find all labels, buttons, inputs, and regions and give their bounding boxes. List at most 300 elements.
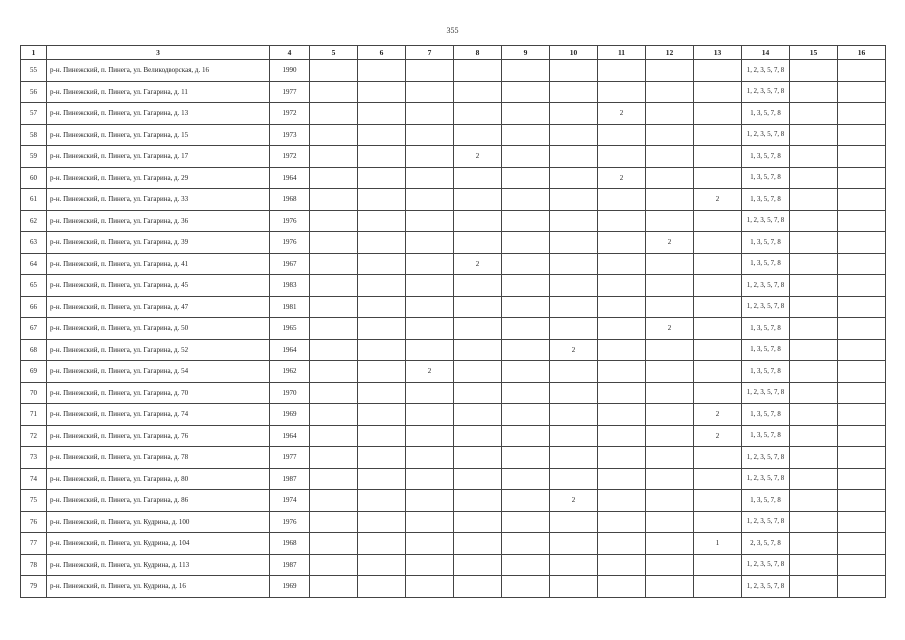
col-10-cell [550,361,598,383]
address-cell: р-н. Пинежский, п. Пинега, ул. Кудрина, д. 104 [47,533,270,555]
marks-cell: 1, 3, 5, 7, 8 [742,146,790,168]
col-8-cell [454,124,502,146]
col-12-cell [646,533,694,555]
col-12-cell [646,447,694,469]
col-7-cell [406,318,454,340]
address-cell: р-н. Пинежский, п. Пинега, ул. Гагарина, д. 39 [47,232,270,254]
col-15-cell [790,339,838,361]
marks-cell: 1, 3, 5, 7, 8 [742,232,790,254]
col-13-cell: 2 [694,404,742,426]
col-7-cell [406,404,454,426]
marks-cell: 1, 2, 3, 5, 7, 8 [742,447,790,469]
col-7-cell [406,511,454,533]
col-16-cell [838,103,886,125]
col-13-cell [694,275,742,297]
col-7-cell [406,232,454,254]
marks-cell: 1, 3, 5, 7, 8 [742,253,790,275]
row-number-cell: 69 [21,361,47,383]
table-row [21,253,886,275]
row-number-cell: 78 [21,554,47,576]
col-15-cell [790,404,838,426]
table-row [21,404,886,426]
column-header: 5 [310,46,358,60]
col-7-cell [406,533,454,555]
col-13-cell [694,296,742,318]
col-6-cell [358,339,406,361]
page-number: 355 [446,26,459,35]
col-5-cell [310,404,358,426]
col-13-cell [694,81,742,103]
col-11-cell [598,576,646,598]
col-5-cell [310,554,358,576]
table-row [21,382,886,404]
col-7-cell [406,103,454,125]
col-7-cell [406,189,454,211]
address-cell: р-н. Пинежский, п. Пинега, ул. Гагарина, д. 29 [47,167,270,189]
col-13-cell: 2 [694,425,742,447]
row-number-cell: 55 [21,60,47,82]
col-9-cell [502,339,550,361]
col-16-cell [838,468,886,490]
col-11-cell [598,232,646,254]
year-cell: 1983 [270,275,310,297]
col-6-cell [358,275,406,297]
row-number-cell: 60 [21,167,47,189]
year-cell: 1969 [270,404,310,426]
col-11-cell [598,511,646,533]
col-13-cell [694,103,742,125]
column-header: 6 [358,46,406,60]
col-9-cell [502,146,550,168]
col-13-cell [694,232,742,254]
col-12-cell [646,511,694,533]
year-cell: 1964 [270,339,310,361]
address-cell: р-н. Пинежский, п. Пинега, ул. Гагарина, д. 52 [47,339,270,361]
col-16-cell [838,167,886,189]
col-6-cell [358,382,406,404]
col-9-cell [502,382,550,404]
column-header: 11 [598,46,646,60]
year-cell: 1962 [270,361,310,383]
column-header: 14 [742,46,790,60]
address-cell: р-н. Пинежский, п. Пинега, ул. Гагарина, д. 36 [47,210,270,232]
housing-registry-table [20,45,886,598]
col-9-cell [502,232,550,254]
col-6-cell [358,447,406,469]
col-9-cell [502,404,550,426]
col-8-cell [454,511,502,533]
col-5-cell [310,275,358,297]
row-number-cell: 70 [21,382,47,404]
col-5-cell [310,318,358,340]
marks-cell: 1, 3, 5, 7, 8 [742,425,790,447]
col-9-cell [502,361,550,383]
col-9-cell [502,189,550,211]
table-row [21,576,886,598]
col-7-cell [406,167,454,189]
col-12-cell [646,490,694,512]
col-16-cell [838,210,886,232]
col-5-cell [310,339,358,361]
address-cell: р-н. Пинежский, п. Пинега, ул. Гагарина, д. 50 [47,318,270,340]
col-13-cell [694,468,742,490]
table-row [21,103,886,125]
column-header: 7 [406,46,454,60]
year-cell: 1965 [270,318,310,340]
table-row [21,490,886,512]
col-12-cell [646,275,694,297]
col-10-cell [550,447,598,469]
row-number-cell: 57 [21,103,47,125]
year-cell: 1981 [270,296,310,318]
col-7-cell [406,81,454,103]
row-number-cell: 71 [21,404,47,426]
col-15-cell [790,146,838,168]
column-header: 8 [454,46,502,60]
col-15-cell [790,275,838,297]
col-13-cell [694,447,742,469]
col-13-cell: 1 [694,533,742,555]
table-row [21,232,886,254]
table-row [21,447,886,469]
marks-cell: 1, 3, 5, 7, 8 [742,318,790,340]
year-cell: 1964 [270,425,310,447]
col-11-cell [598,533,646,555]
col-5-cell [310,60,358,82]
col-16-cell [838,447,886,469]
table-row [21,468,886,490]
col-12-cell [646,576,694,598]
marks-cell: 1, 3, 5, 7, 8 [742,189,790,211]
col-9-cell [502,81,550,103]
col-6-cell [358,361,406,383]
col-11-cell [598,382,646,404]
col-16-cell [838,124,886,146]
col-9-cell [502,167,550,189]
col-10-cell [550,318,598,340]
col-13-cell [694,60,742,82]
col-16-cell [838,339,886,361]
col-10-cell [550,60,598,82]
col-11-cell: 2 [598,167,646,189]
col-8-cell [454,81,502,103]
address-cell: р-н. Пинежский, п. Пинега, ул. Гагарина, д. 70 [47,382,270,404]
col-15-cell [790,382,838,404]
marks-cell: 1, 3, 5, 7, 8 [742,167,790,189]
col-13-cell [694,490,742,512]
col-16-cell [838,60,886,82]
table-row [21,81,886,103]
col-12-cell [646,189,694,211]
col-13-cell [694,382,742,404]
address-cell: р-н. Пинежский, п. Пинега, ул. Гагарина, д. 13 [47,103,270,125]
col-6-cell [358,103,406,125]
col-12-cell [646,339,694,361]
col-13-cell [694,339,742,361]
col-7-cell [406,296,454,318]
col-11-cell [598,60,646,82]
col-5-cell [310,232,358,254]
col-12-cell: 2 [646,318,694,340]
col-16-cell [838,189,886,211]
marks-cell: 1, 2, 3, 5, 7, 8 [742,576,790,598]
col-11-cell [598,361,646,383]
col-15-cell [790,554,838,576]
col-8-cell [454,232,502,254]
col-9-cell [502,554,550,576]
year-cell: 1970 [270,382,310,404]
col-8-cell [454,339,502,361]
col-10-cell [550,253,598,275]
col-12-cell [646,124,694,146]
col-5-cell [310,468,358,490]
col-10-cell [550,210,598,232]
address-cell: р-н. Пинежский, п. Пинега, ул. Гагарина, д. 45 [47,275,270,297]
col-15-cell [790,189,838,211]
col-9-cell [502,296,550,318]
col-8-cell [454,404,502,426]
col-15-cell [790,490,838,512]
col-12-cell [646,210,694,232]
row-number-cell: 76 [21,511,47,533]
address-cell: р-н. Пинежский, п. Пинега, ул. Кудрина, д. 113 [47,554,270,576]
col-8-cell [454,275,502,297]
col-9-cell [502,533,550,555]
col-11-cell [598,490,646,512]
col-6-cell [358,60,406,82]
col-12-cell [646,81,694,103]
col-13-cell [694,210,742,232]
col-12-cell [646,404,694,426]
address-cell: р-н. Пинежский, п. Пинега, ул. Гагарина, д. 76 [47,425,270,447]
table-row [21,361,886,383]
row-number-cell: 79 [21,576,47,598]
col-15-cell [790,361,838,383]
col-11-cell [598,425,646,447]
year-cell: 1974 [270,490,310,512]
col-12-cell [646,361,694,383]
col-8-cell [454,447,502,469]
col-6-cell [358,167,406,189]
col-12-cell [646,468,694,490]
col-10-cell [550,468,598,490]
row-number-cell: 62 [21,210,47,232]
col-6-cell [358,146,406,168]
address-cell: р-н. Пинежский, п. Пинега, ул. Гагарина, д. 80 [47,468,270,490]
col-5-cell [310,382,358,404]
row-number-cell: 68 [21,339,47,361]
col-10-cell [550,533,598,555]
col-5-cell [310,576,358,598]
row-number-cell: 74 [21,468,47,490]
col-12-cell [646,60,694,82]
col-12-cell [646,167,694,189]
col-13-cell [694,361,742,383]
col-5-cell [310,103,358,125]
address-cell: р-н. Пинежский, п. Пинега, ул. Гагарина, д. 47 [47,296,270,318]
year-cell: 1964 [270,167,310,189]
col-10-cell [550,425,598,447]
col-11-cell [598,296,646,318]
col-16-cell [838,146,886,168]
col-5-cell [310,425,358,447]
col-16-cell [838,511,886,533]
col-9-cell [502,210,550,232]
table-row [21,554,886,576]
col-5-cell [310,511,358,533]
col-15-cell [790,447,838,469]
col-7-cell [406,124,454,146]
col-16-cell [838,232,886,254]
col-10-cell [550,167,598,189]
row-number-cell: 67 [21,318,47,340]
col-12-cell [646,146,694,168]
table-row [21,425,886,447]
column-header: 9 [502,46,550,60]
marks-cell: 1, 2, 3, 5, 7, 8 [742,60,790,82]
table-row [21,146,886,168]
marks-cell: 1, 2, 3, 5, 7, 8 [742,210,790,232]
col-5-cell [310,447,358,469]
row-number-cell: 61 [21,189,47,211]
table-row [21,167,886,189]
col-8-cell [454,533,502,555]
address-cell: р-н. Пинежский, п. Пинега, ул. Гагарина, д. 54 [47,361,270,383]
col-16-cell [838,81,886,103]
col-5-cell [310,167,358,189]
col-16-cell [838,296,886,318]
address-cell: р-н. Пинежский, п. Пинега, ул. Гагарина, д. 74 [47,404,270,426]
col-6-cell [358,253,406,275]
col-6-cell [358,210,406,232]
col-12-cell: 2 [646,232,694,254]
col-10-cell [550,81,598,103]
address-cell: р-н. Пинежский, п. Пинега, ул. Гагарина, д. 33 [47,189,270,211]
year-cell: 1969 [270,576,310,598]
col-8-cell [454,576,502,598]
col-10-cell: 2 [550,339,598,361]
col-9-cell [502,253,550,275]
col-11-cell [598,339,646,361]
col-13-cell [694,167,742,189]
col-5-cell [310,253,358,275]
col-13-cell [694,318,742,340]
col-5-cell [310,533,358,555]
year-cell: 1976 [270,210,310,232]
col-8-cell [454,189,502,211]
col-11-cell [598,447,646,469]
col-6-cell [358,533,406,555]
col-9-cell [502,490,550,512]
col-15-cell [790,60,838,82]
col-15-cell [790,124,838,146]
table-row [21,124,886,146]
address-cell: р-н. Пинежский, п. Пинега, ул. Гагарина, д. 78 [47,447,270,469]
marks-cell: 1, 2, 3, 5, 7, 8 [742,511,790,533]
col-15-cell [790,425,838,447]
col-12-cell [646,554,694,576]
col-13-cell [694,576,742,598]
marks-cell: 1, 2, 3, 5, 7, 8 [742,554,790,576]
column-header: 10 [550,46,598,60]
address-cell: р-н. Пинежский, п. Пинега, ул. Кудрина, д. 16 [47,576,270,598]
row-number-cell: 59 [21,146,47,168]
col-8-cell [454,210,502,232]
col-13-cell [694,554,742,576]
col-10-cell [550,576,598,598]
col-10-cell [550,232,598,254]
col-11-cell [598,81,646,103]
col-5-cell [310,210,358,232]
table-body [21,60,886,598]
column-header: 12 [646,46,694,60]
col-16-cell [838,576,886,598]
col-7-cell [406,576,454,598]
col-10-cell [550,404,598,426]
col-7-cell [406,146,454,168]
column-header: 3 [47,46,270,60]
col-11-cell [598,124,646,146]
col-13-cell [694,146,742,168]
col-8-cell [454,468,502,490]
col-16-cell [838,554,886,576]
table-row [21,296,886,318]
col-11-cell [598,189,646,211]
col-10-cell [550,124,598,146]
col-13-cell: 2 [694,189,742,211]
col-16-cell [838,382,886,404]
col-5-cell [310,146,358,168]
row-number-cell: 77 [21,533,47,555]
table-row [21,275,886,297]
row-number-cell: 72 [21,425,47,447]
address-cell: р-н. Пинежский, п. Пинега, ул. Гагарина, д. 86 [47,490,270,512]
col-8-cell [454,60,502,82]
col-10-cell [550,189,598,211]
row-number-cell: 63 [21,232,47,254]
col-12-cell [646,296,694,318]
col-8-cell [454,490,502,512]
col-15-cell [790,253,838,275]
column-header: 13 [694,46,742,60]
col-13-cell [694,124,742,146]
marks-cell: 1, 3, 5, 7, 8 [742,339,790,361]
marks-cell: 1, 2, 3, 5, 7, 8 [742,382,790,404]
header-row [21,46,886,60]
col-7-cell [406,554,454,576]
col-7-cell [406,382,454,404]
col-11-cell [598,146,646,168]
row-number-cell: 64 [21,253,47,275]
col-6-cell [358,511,406,533]
col-6-cell [358,296,406,318]
col-9-cell [502,103,550,125]
row-number-cell: 58 [21,124,47,146]
table-row [21,511,886,533]
col-10-cell [550,554,598,576]
col-8-cell [454,554,502,576]
col-6-cell [358,468,406,490]
col-15-cell [790,468,838,490]
col-8-cell [454,167,502,189]
col-9-cell [502,576,550,598]
col-7-cell [406,468,454,490]
table-row [21,210,886,232]
column-header: 4 [270,46,310,60]
col-16-cell [838,253,886,275]
year-cell: 1987 [270,468,310,490]
col-7-cell [406,425,454,447]
